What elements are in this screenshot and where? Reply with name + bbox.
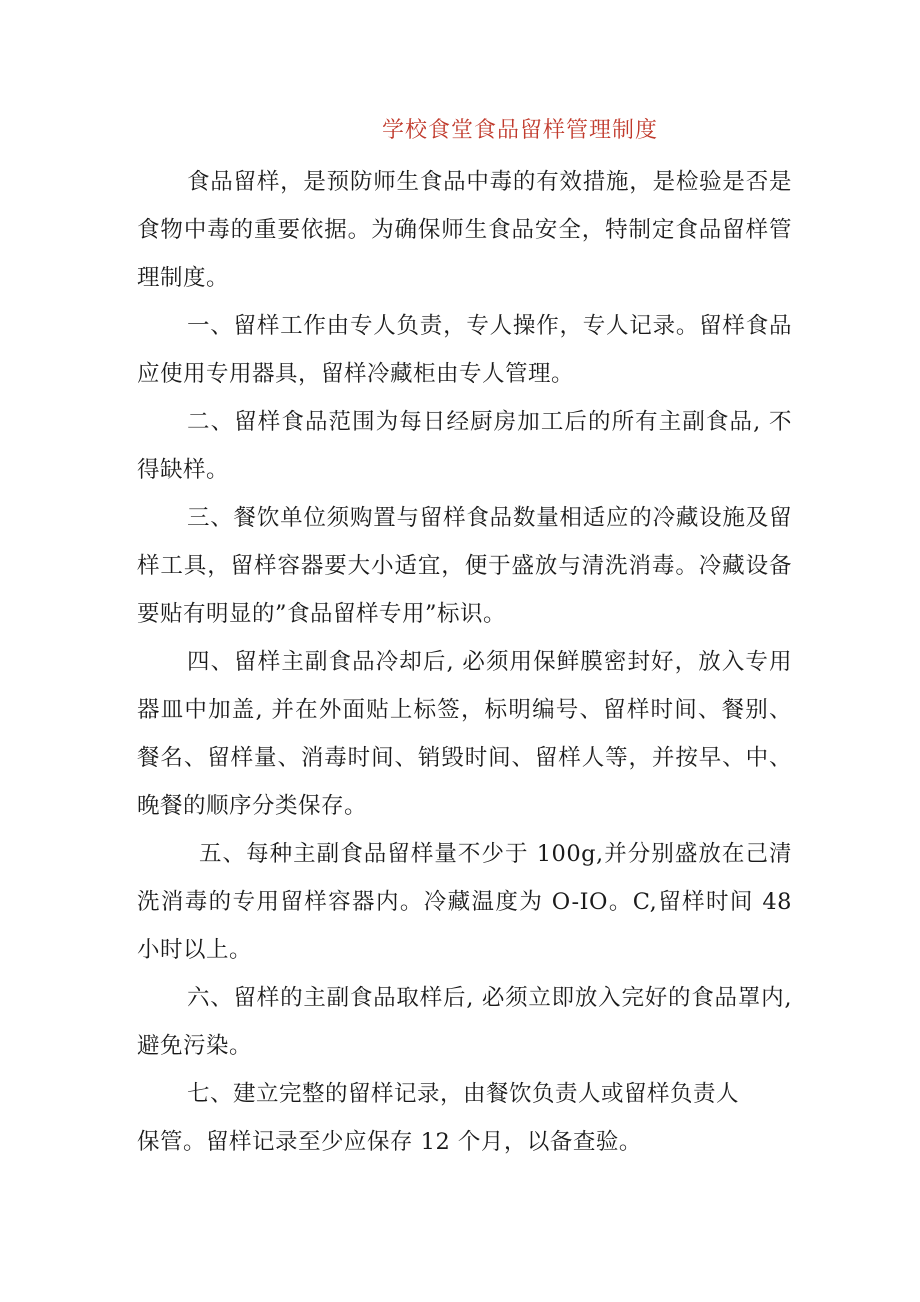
rule-5-paragraph: 五、每种主副食品留样量不少于 100g,并分别盛放在己清洗消毒的专用留样容器内。冷藏温度为 O-IO。C,留样时间 48 小时以上。	[137, 841, 792, 963]
rule-2-paragraph: 二、留样食品范围为每日经厨房加工后的所有主副食品, 不得缺样。	[137, 409, 792, 483]
rule-3-paragraph: 三、餐饮单位须购置与留样食品数量相适应的冷藏设施及留样工具，留样容器要大小适宜，便于盛放与清洗消毒。冷藏设备要贴有明显的”食品留样专用”标识。	[137, 505, 792, 627]
rule-7-line-1: 七、建立完整的留样记录，由餐饮负责人或留样负责人	[187, 1081, 740, 1107]
rule-1-paragraph: 一、留样工作由专人负责，专人操作，专人记录。留样食品应使用专用器具，留样冷藏柜由专人管理。	[137, 313, 792, 387]
rule-6-paragraph: 六、留样的主副食品取样后, 必须立即放入完好的食品罩内, 避免污染。	[137, 985, 792, 1059]
intro-paragraph: 食品留样，是预防师生食品中毒的有效措施，是检验是否是食物中毒的重要依据。为确保师生食品安全，特制定食品留样管理制度。	[137, 169, 792, 291]
document-title: 学校食堂食品留样管理制度	[381, 118, 658, 143]
rule-4-paragraph: 四、留样主副食品冷却后, 必须用保鲜膜密封好，放入专用器皿中加盖, 并在外面贴上标签，标明编号、留样时间、餐别、餐名、留样量、消毒时间、销毁时间、留样人等，并按早、中、晚餐的顺序分类保存。	[137, 649, 792, 819]
rule-7-paragraph	[137, 1070, 792, 1166]
rule-7-line-2: 保管。留样记录至少应保存 12 个月，以备查验。	[137, 1129, 642, 1155]
